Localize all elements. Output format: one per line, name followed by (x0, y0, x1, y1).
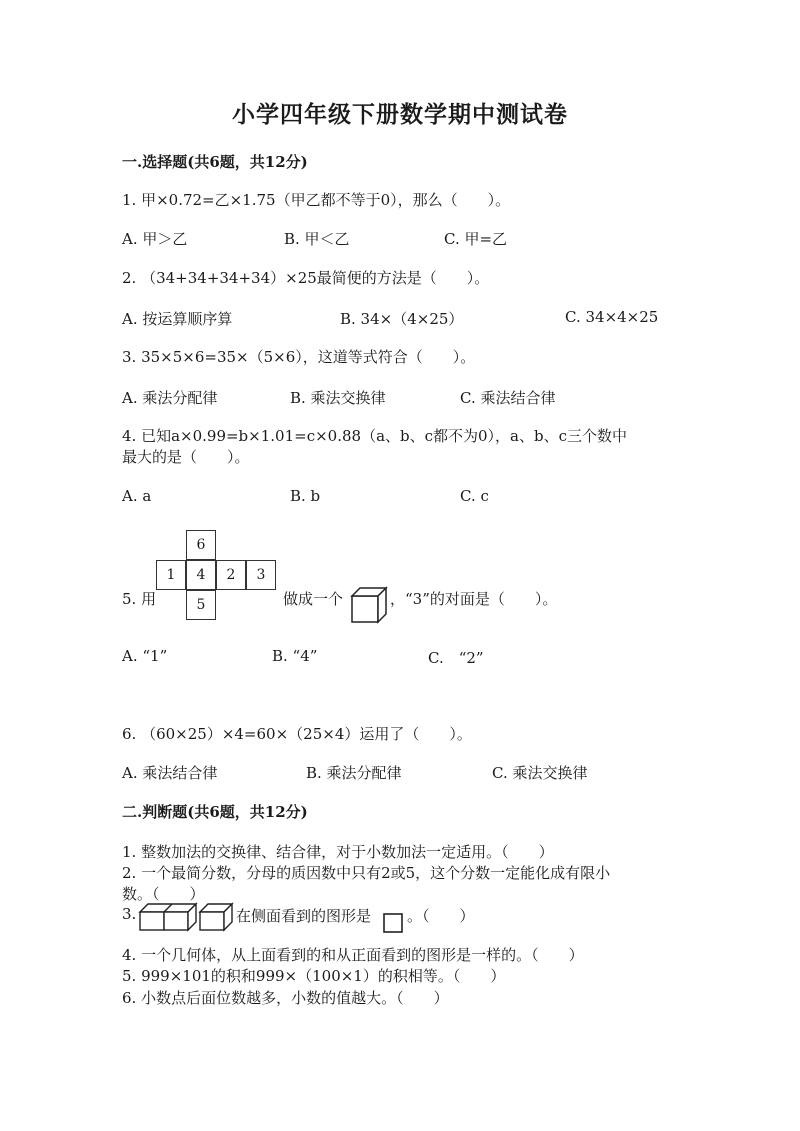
statement-4: 4. 一个几何体，从上面看到的和从正面看到的图形是一样的。（ ） (122, 946, 584, 964)
net-cell-top: 6 (186, 530, 216, 560)
question-2-option-a: A. 按运算顺序算 (122, 310, 233, 328)
question-3-option-c: C. 乘法结合律 (460, 389, 556, 407)
question-6: 6. （60×25）×4=60×（25×4）运用了（ ）。 (122, 725, 472, 743)
question-1-option-c: C. 甲=乙 (444, 230, 508, 248)
question-1-option-b: B. 甲＜乙 (284, 230, 350, 248)
section-1-heading: 一.选择题(共6题，共12分) (122, 153, 308, 171)
statement-5: 5. 999×101的积和999×（100×1）的积相等。（ ） (122, 967, 506, 985)
statement-3-middle: 在侧面看到的图形是 (236, 907, 372, 925)
question-2-option-b: B. 34×（4×25） (340, 310, 464, 328)
question-2: 2. （34+34+34+34）×25最简便的方法是（ ）。 (122, 269, 490, 287)
block-shape-icon (138, 902, 234, 932)
question-3-option-b: B. 乘法交换律 (290, 389, 386, 407)
question-3: 3. 35×5×6=35×（5×6），这道等式符合（ ）。 (122, 348, 476, 366)
square-view-icon (383, 913, 403, 933)
net-cell-bottom: 5 (186, 590, 216, 620)
question-5-suffix: ，“3”的对面是（ ）。 (390, 590, 558, 608)
question-5-option-b: B. “4” (272, 647, 318, 665)
question-4-option-b: B. b (290, 487, 321, 505)
statement-2-line-1: 2. 一个最简分数，分母的质因数中只有2或5，这个分数一定能化成有限小 (122, 864, 611, 882)
question-5-middle: 做成一个 (283, 590, 344, 608)
section-2-heading: 二.判断题(共6题，共12分) (122, 803, 308, 821)
net-cell-left: 1 (156, 560, 186, 590)
question-1-option-a: A. 甲＞乙 (122, 230, 188, 248)
statement-3-suffix: 。（ ） (407, 907, 475, 925)
question-1: 1. 甲×0.72=乙×1.75（甲乙都不等于0），那么（ ）。 (122, 191, 511, 209)
question-4-option-a: A. a (122, 487, 152, 505)
question-6-option-c: C. 乘法交换律 (492, 764, 588, 782)
question-4-option-c: C. c (460, 487, 489, 505)
question-6-option-a: A. 乘法结合律 (122, 764, 218, 782)
question-6-option-b: B. 乘法分配律 (306, 764, 402, 782)
question-2-option-c: C. 34×4×25 (565, 308, 659, 326)
net-cell-right-1: 2 (216, 560, 246, 590)
cube-icon (352, 588, 386, 624)
question-4-line-2: 最大的是（ ）。 (122, 448, 250, 466)
net-cell-right-2: 3 (246, 560, 276, 590)
page-title: 小学四年级下册数学期中测试卷 (232, 101, 568, 128)
statement-6: 6. 小数点后面位数越多，小数的值越大。（ ） (122, 989, 449, 1007)
question-5-option-c: C. “2” (428, 649, 484, 667)
question-5-prefix: 5. 用 (122, 590, 157, 608)
question-3-option-a: A. 乘法分配律 (122, 389, 218, 407)
question-5-option-a: A. “1” (122, 647, 168, 665)
statement-1: 1. 整数加法的交换律、结合律，对于小数加法一定适用。（ ） (122, 843, 554, 861)
net-cell-center: 4 (186, 560, 216, 590)
statement-3-prefix: 3. (122, 905, 137, 923)
question-4-line-1: 4. 已知a×0.99=b×1.01=c×0.88（a、b、c都不为0），a、b、c三个数中 (122, 427, 627, 445)
statement-2-line-2: 数。（ ） (122, 885, 205, 903)
